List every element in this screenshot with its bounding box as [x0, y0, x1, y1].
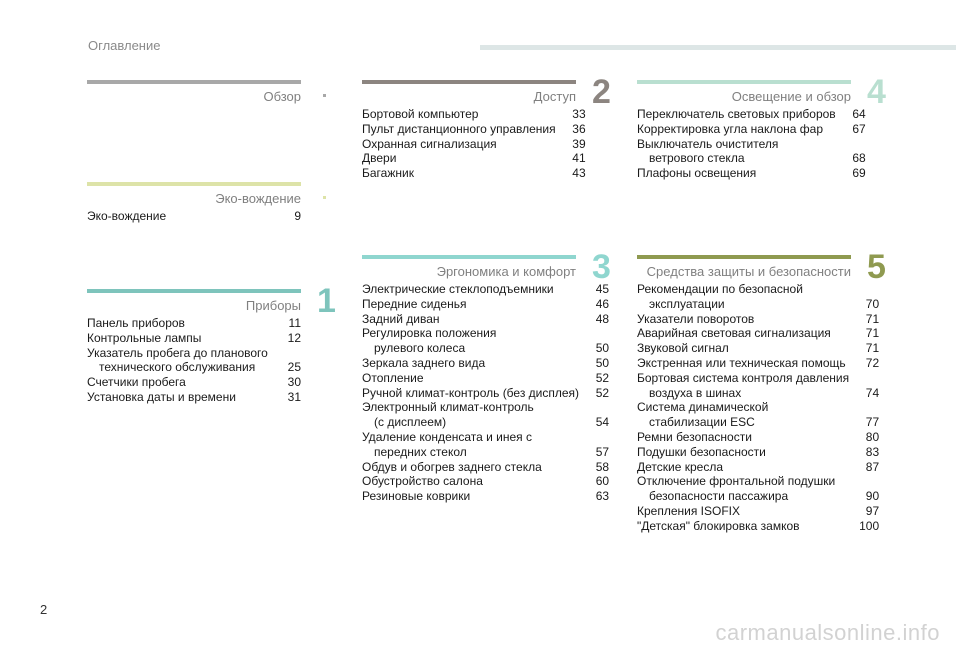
toc-entries [362, 107, 586, 181]
toc-entry-title [362, 282, 579, 297]
toc-entry[interactable] [637, 430, 879, 445]
section-dot [323, 94, 326, 97]
toc-entry-title [637, 122, 836, 137]
section-bar [637, 80, 851, 84]
toc-entries [87, 209, 301, 224]
toc-entry[interactable] [362, 400, 609, 430]
section-title[interactable]: Приборы [245, 298, 301, 313]
toc-entry[interactable] [637, 326, 879, 341]
toc-entry[interactable] [637, 445, 879, 460]
toc-entry-title [362, 400, 579, 430]
toc-entry-title [87, 209, 271, 224]
toc-entry-title-line: Электрические стеклоподъемники [362, 282, 554, 296]
section-title[interactable]: Обзор [263, 89, 301, 104]
toc-entry[interactable] [637, 137, 866, 167]
toc-entry-page: 97 [865, 503, 880, 518]
toc-entry-page: 50 [595, 355, 610, 370]
section-ergonomics [362, 248, 611, 504]
toc-entry[interactable] [362, 166, 586, 181]
toc-entry-page: 100 [859, 518, 880, 533]
toc-entry-page: 39 [572, 136, 586, 151]
toc-entry-page: 69 [852, 166, 866, 181]
toc-entry-page: 68 [852, 151, 866, 166]
toc-entry[interactable] [637, 312, 879, 327]
toc-entry-title-line: Рекомендации по безопасной [637, 282, 803, 296]
page-header-title: Оглавление [88, 38, 161, 53]
toc-entry-title [637, 474, 849, 504]
section-eco [87, 182, 301, 224]
toc-entry-title [362, 107, 556, 122]
toc-entry-title-line: Выключатель очистителя [637, 136, 779, 151]
toc-entries [637, 107, 866, 181]
toc-entry-title [637, 400, 849, 430]
section-safety [637, 248, 886, 534]
toc-entry-title [637, 445, 849, 460]
toc-entries [637, 282, 879, 534]
toc-entry[interactable] [637, 107, 866, 122]
toc-entry-title-line: Экстренная или техническая помощь [637, 355, 846, 370]
section-bar [637, 255, 851, 259]
toc-entry-page: 90 [865, 489, 880, 504]
toc-entry-title-line: Крепления ISOFIX [637, 503, 741, 518]
section-bar [87, 182, 301, 186]
toc-entry-page: 64 [852, 107, 866, 121]
toc-entry-title [637, 326, 849, 341]
toc-entry-title-line: "Детская" блокировка замков [637, 518, 800, 533]
toc-entry[interactable] [362, 122, 586, 137]
toc-entry-title-line: Обустройство салона [362, 474, 483, 489]
toc-entry-title-line: Аварийная световая сигнализация [637, 326, 831, 341]
toc-entry-title [637, 356, 849, 371]
toc-entries [362, 282, 609, 504]
toc-entry-page: 71 [865, 341, 880, 356]
watermark: carmanualsonline.info [715, 620, 940, 645]
header-bar [480, 45, 956, 50]
toc-entry-title-line: Счетчики пробега [87, 375, 186, 390]
toc-entry-title-continuation: (с дисплеем) [374, 415, 447, 430]
toc-entry-page: 54 [595, 415, 610, 430]
section-instruments [87, 282, 336, 405]
toc-entry[interactable] [637, 282, 879, 312]
toc-entry-page: 80 [865, 429, 880, 444]
toc-entry[interactable] [362, 282, 609, 297]
toc-entry-title [637, 430, 849, 445]
section-dot [323, 196, 326, 199]
toc-entry[interactable] [637, 341, 879, 356]
section-number: 3 [592, 248, 611, 286]
toc-entry-title-line: Пульт дистанционного управления [362, 121, 556, 136]
toc-entry-title [362, 151, 556, 166]
toc-entry-title-line: Отопление [362, 370, 424, 385]
section-bar [362, 255, 576, 259]
toc-entry[interactable] [362, 151, 586, 166]
toc-entries [87, 316, 301, 405]
toc-entry-title [87, 375, 271, 390]
section-title[interactable]: Эко-вождение [215, 191, 301, 206]
section-title[interactable]: Доступ [533, 89, 576, 104]
toc-entry-page: 41 [572, 151, 586, 166]
section-title[interactable]: Освещение и обзор [731, 89, 851, 104]
toc-entry[interactable] [87, 331, 301, 346]
toc-entry-title-line: Ремни безопасности [637, 429, 752, 444]
toc-entry-page: 87 [865, 459, 880, 474]
toc-entry-page: 60 [595, 474, 610, 489]
toc-entry-title-line: Электронный климат-контроль [362, 400, 534, 415]
toc-entry-title [87, 390, 271, 405]
toc-entry-title-line: Зеркала заднего вида [362, 355, 486, 370]
toc-entry-page: 45 [595, 282, 610, 296]
toc-entry-page: 72 [865, 355, 880, 370]
toc-entry[interactable] [87, 390, 301, 405]
toc-entry-page: 52 [595, 385, 610, 400]
toc-entry-title-line: Ручной климат-контроль (без дисплея) [362, 385, 580, 400]
page-number: 2 [40, 602, 48, 617]
toc-entry[interactable] [637, 122, 866, 137]
toc-entry-title [637, 107, 836, 122]
toc-entry[interactable] [637, 460, 879, 475]
toc-entry[interactable] [362, 297, 609, 312]
toc-entry-page: 70 [865, 296, 880, 311]
toc-entry[interactable] [637, 400, 879, 430]
toc-entry-page: 46 [595, 296, 610, 311]
toc-entry-title [362, 297, 579, 312]
toc-entry-title [637, 371, 849, 401]
toc-entry[interactable] [362, 107, 586, 122]
toc-entry[interactable] [362, 312, 609, 327]
toc-entry-page: 71 [865, 311, 880, 326]
section-number: 1 [317, 282, 336, 320]
toc-entry[interactable] [637, 519, 879, 534]
toc-entry-page: 25 [287, 360, 301, 375]
toc-entry-title [637, 166, 836, 181]
toc-entry-title-continuation: воздуха в шинах [649, 385, 742, 400]
toc-entry-page: 63 [595, 489, 610, 504]
toc-entry-title-line: Детские кресла [637, 459, 723, 474]
toc-entry-page: 57 [595, 444, 610, 459]
toc-entry-title [362, 371, 579, 386]
toc-entry[interactable] [87, 316, 301, 331]
toc-entry-title-line: Задний диван [362, 311, 440, 326]
toc-entry-title-line: Система динамической [637, 400, 769, 415]
toc-entry-page: 31 [287, 389, 301, 404]
toc-entry-title-continuation: технического обслуживания [99, 360, 256, 375]
toc-entry-page: 9 [294, 209, 301, 223]
toc-entry-title-line: Обдув и обогрев заднего стекла [362, 459, 542, 474]
toc-entry-title-line: Указатель пробега до планового [87, 345, 268, 360]
toc-entry-title [362, 137, 556, 152]
toc-entry-title-continuation: безопасности пассажира [649, 489, 789, 504]
toc-entry-title [637, 137, 836, 167]
toc-entry-title [87, 346, 271, 376]
toc-entry-title-line: Звуковой сигнал [637, 341, 729, 356]
toc-entry-page: 11 [288, 316, 301, 330]
toc-entry-title [637, 282, 849, 312]
toc-entry-title [362, 430, 579, 460]
toc-entry-page: 52 [595, 370, 610, 385]
toc-entry-title-line: Установка даты и времени [87, 389, 236, 404]
toc-entry-title [637, 460, 849, 475]
section-access [362, 73, 611, 181]
toc-entry-title [362, 122, 556, 137]
section-overview [87, 80, 301, 107]
toc-entry-page: 50 [595, 341, 610, 356]
toc-entry-title-line: Бортовой компьютер [362, 107, 479, 121]
toc-entry-title-line: Панель приборов [87, 316, 185, 330]
toc-entry-title-line: Плафоны освещения [637, 166, 757, 181]
toc-entry-title-line: Бортовая система контроля давления [637, 370, 850, 385]
toc-entry-title-line: Удаление конденсата и инея с [362, 429, 533, 444]
toc-entry-title-line: Багажник [362, 166, 414, 181]
toc-entry-title-continuation: стабилизации ESC [649, 415, 755, 430]
toc-entry-title [362, 474, 579, 489]
toc-entry-title-line: Переключатель световых приборов [637, 107, 836, 121]
section-bar [362, 80, 576, 84]
toc-entry-title-continuation: ветрового стекла [649, 151, 745, 166]
toc-entry-title-line: Резиновые коврики [362, 489, 471, 504]
toc-entry-title-continuation: рулевого колеса [374, 341, 466, 356]
toc-entry-title-line: Регулировка положения [362, 326, 497, 341]
toc-entry[interactable] [637, 504, 879, 519]
toc-entry-title [362, 489, 579, 504]
section-number: 4 [867, 73, 886, 111]
toc-entry[interactable] [362, 489, 609, 504]
toc-entry-page: 58 [595, 459, 610, 474]
toc-entry[interactable] [362, 326, 609, 356]
toc-entry-title [87, 316, 271, 331]
toc-entry-page: 36 [572, 121, 586, 136]
section-lighting [637, 73, 886, 181]
toc-entry[interactable] [87, 209, 301, 224]
toc-entry-title-continuation: эксплуатации [649, 296, 725, 311]
toc-entry-title-line: Эко-вождение [87, 209, 167, 223]
toc-entry[interactable] [362, 356, 609, 371]
toc-entry-title-line: Контрольные лампы [87, 330, 202, 345]
toc-entry-title [637, 519, 849, 534]
toc-entry-page: 74 [865, 385, 880, 400]
toc-entry-title-line: Передние сиденья [362, 296, 467, 311]
toc-entry-page: 43 [572, 166, 586, 181]
toc-entry[interactable] [87, 346, 301, 376]
toc-entry-title [87, 331, 271, 346]
toc-entry[interactable] [362, 137, 586, 152]
toc-entry[interactable] [362, 386, 609, 401]
toc-entry[interactable] [362, 474, 609, 489]
toc-entry-title [362, 312, 579, 327]
section-bar [87, 289, 301, 293]
toc-entry-title [362, 166, 556, 181]
section-bar [87, 80, 301, 84]
toc-entry[interactable] [637, 166, 866, 181]
toc-entry[interactable] [362, 371, 609, 386]
section-title[interactable]: Средства защиты и безопасности [646, 264, 851, 279]
toc-entry-title-continuation: передних стекол [374, 444, 467, 459]
toc-entry-title [637, 504, 849, 519]
toc-entry-page: 30 [287, 375, 301, 390]
toc-entry[interactable] [362, 430, 609, 460]
toc-entry-page: 71 [865, 326, 880, 341]
toc-entry-title [637, 341, 849, 356]
toc-entry[interactable] [637, 356, 879, 371]
toc-entry-page: 77 [865, 415, 880, 430]
toc-entry-title [637, 312, 849, 327]
toc-entry-title-line: Отключение фронтальной подушки [637, 474, 836, 489]
toc-entry-title [362, 356, 579, 371]
section-title[interactable]: Эргономика и комфорт [436, 264, 576, 279]
toc-entry-title [362, 460, 579, 475]
toc-entry[interactable] [637, 474, 879, 504]
toc-entry-title [362, 386, 579, 401]
toc-entry-title-line: Подушки безопасности [637, 444, 766, 459]
toc-entry-page: 83 [865, 444, 880, 459]
toc-entry-title-line: Указатели поворотов [637, 311, 755, 326]
section-number: 5 [867, 248, 886, 286]
toc-entry[interactable] [362, 460, 609, 475]
toc-entry-page: 33 [572, 107, 586, 121]
toc-entry-page: 48 [595, 311, 610, 326]
toc-entry-page: 12 [287, 330, 301, 345]
toc-entry[interactable] [87, 375, 301, 390]
section-number: 2 [592, 73, 611, 111]
toc-entry-title-line: Двери [362, 151, 397, 166]
toc-entry-title [362, 326, 579, 356]
toc-entry[interactable] [637, 371, 879, 401]
toc-entry-page: 67 [852, 121, 866, 136]
toc-entry-title-line: Корректировка угла наклона фар [637, 121, 823, 136]
toc-entry-title-line: Охранная сигнализация [362, 136, 497, 151]
